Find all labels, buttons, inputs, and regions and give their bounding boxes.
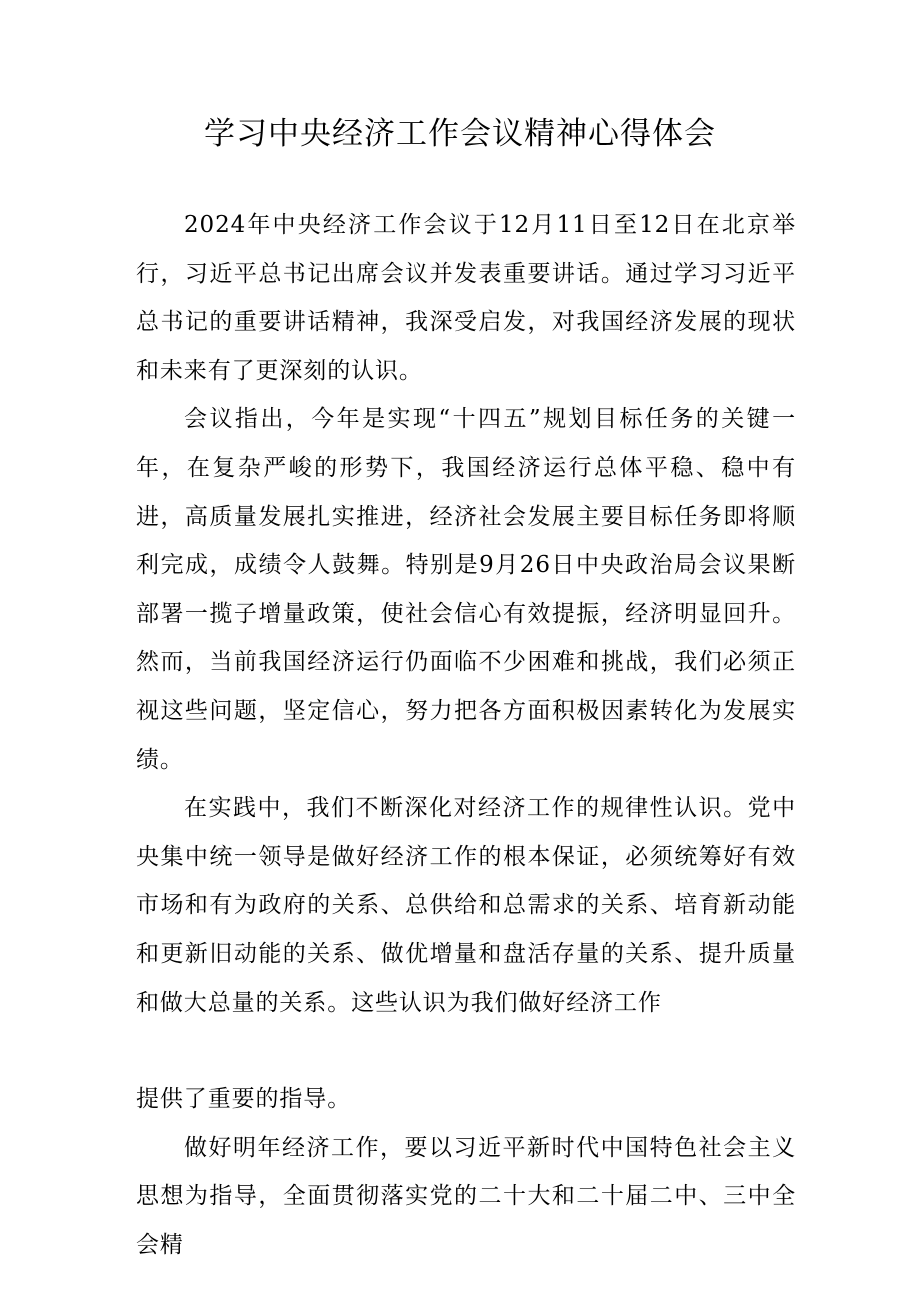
paragraph-3-continued: 提供了重要的指导。 bbox=[136, 1086, 352, 1113]
document-title: 学习中央经济工作会议精神心得体会 bbox=[204, 116, 716, 152]
paragraph-3: 在实践中，我们不断深化对经济工作的规律性认识。党中央集中统一领导是做好经济工作的根本保证，必须统筹好有效市场和有为政府的关系、总供给和总需求的关系、培育新动能和更新旧动能的关系、做优增量和盘活存量的关系、提升质量和做大总量的关系。这些认识为我们做好经济工作 bbox=[136, 795, 796, 1016]
document-body bbox=[136, 201, 796, 1269]
paragraph-4: 做好明年经济工作，要以习近平新时代中国特色社会主义思想为指导，全面贯彻落实党的二十大和二十届二中、三中全会精 bbox=[136, 1134, 796, 1258]
paragraph-2: 会议指出，今年是实现“十四五”规划目标任务的关键一年，在复杂严峻的形势下，我国经济运行总体平稳、稳中有进，高质量发展扎实推进，经济社会发展主要目标任务即将顺利完成，成绩令人鼓舞。特别是9月26日中央政治局会议果断部署一揽子增量政策，使社会信心有效提振，经济明显回升。然而，当前我国经济运行仍面临不少困难和挑战，我们必须正视这些问题，坚定信心，努力把各方面积极因素转化为发展实绩。 bbox=[136, 406, 796, 773]
paragraph-1: 2024年中央经济工作会议于12月11日至12日在北京举行，习近平总书记出席会议并发表重要讲话。通过学习习近平总书记的重要讲话精神，我深受启发，对我国经济发展的现状和未来有了更深刻的认识。 bbox=[136, 212, 796, 384]
